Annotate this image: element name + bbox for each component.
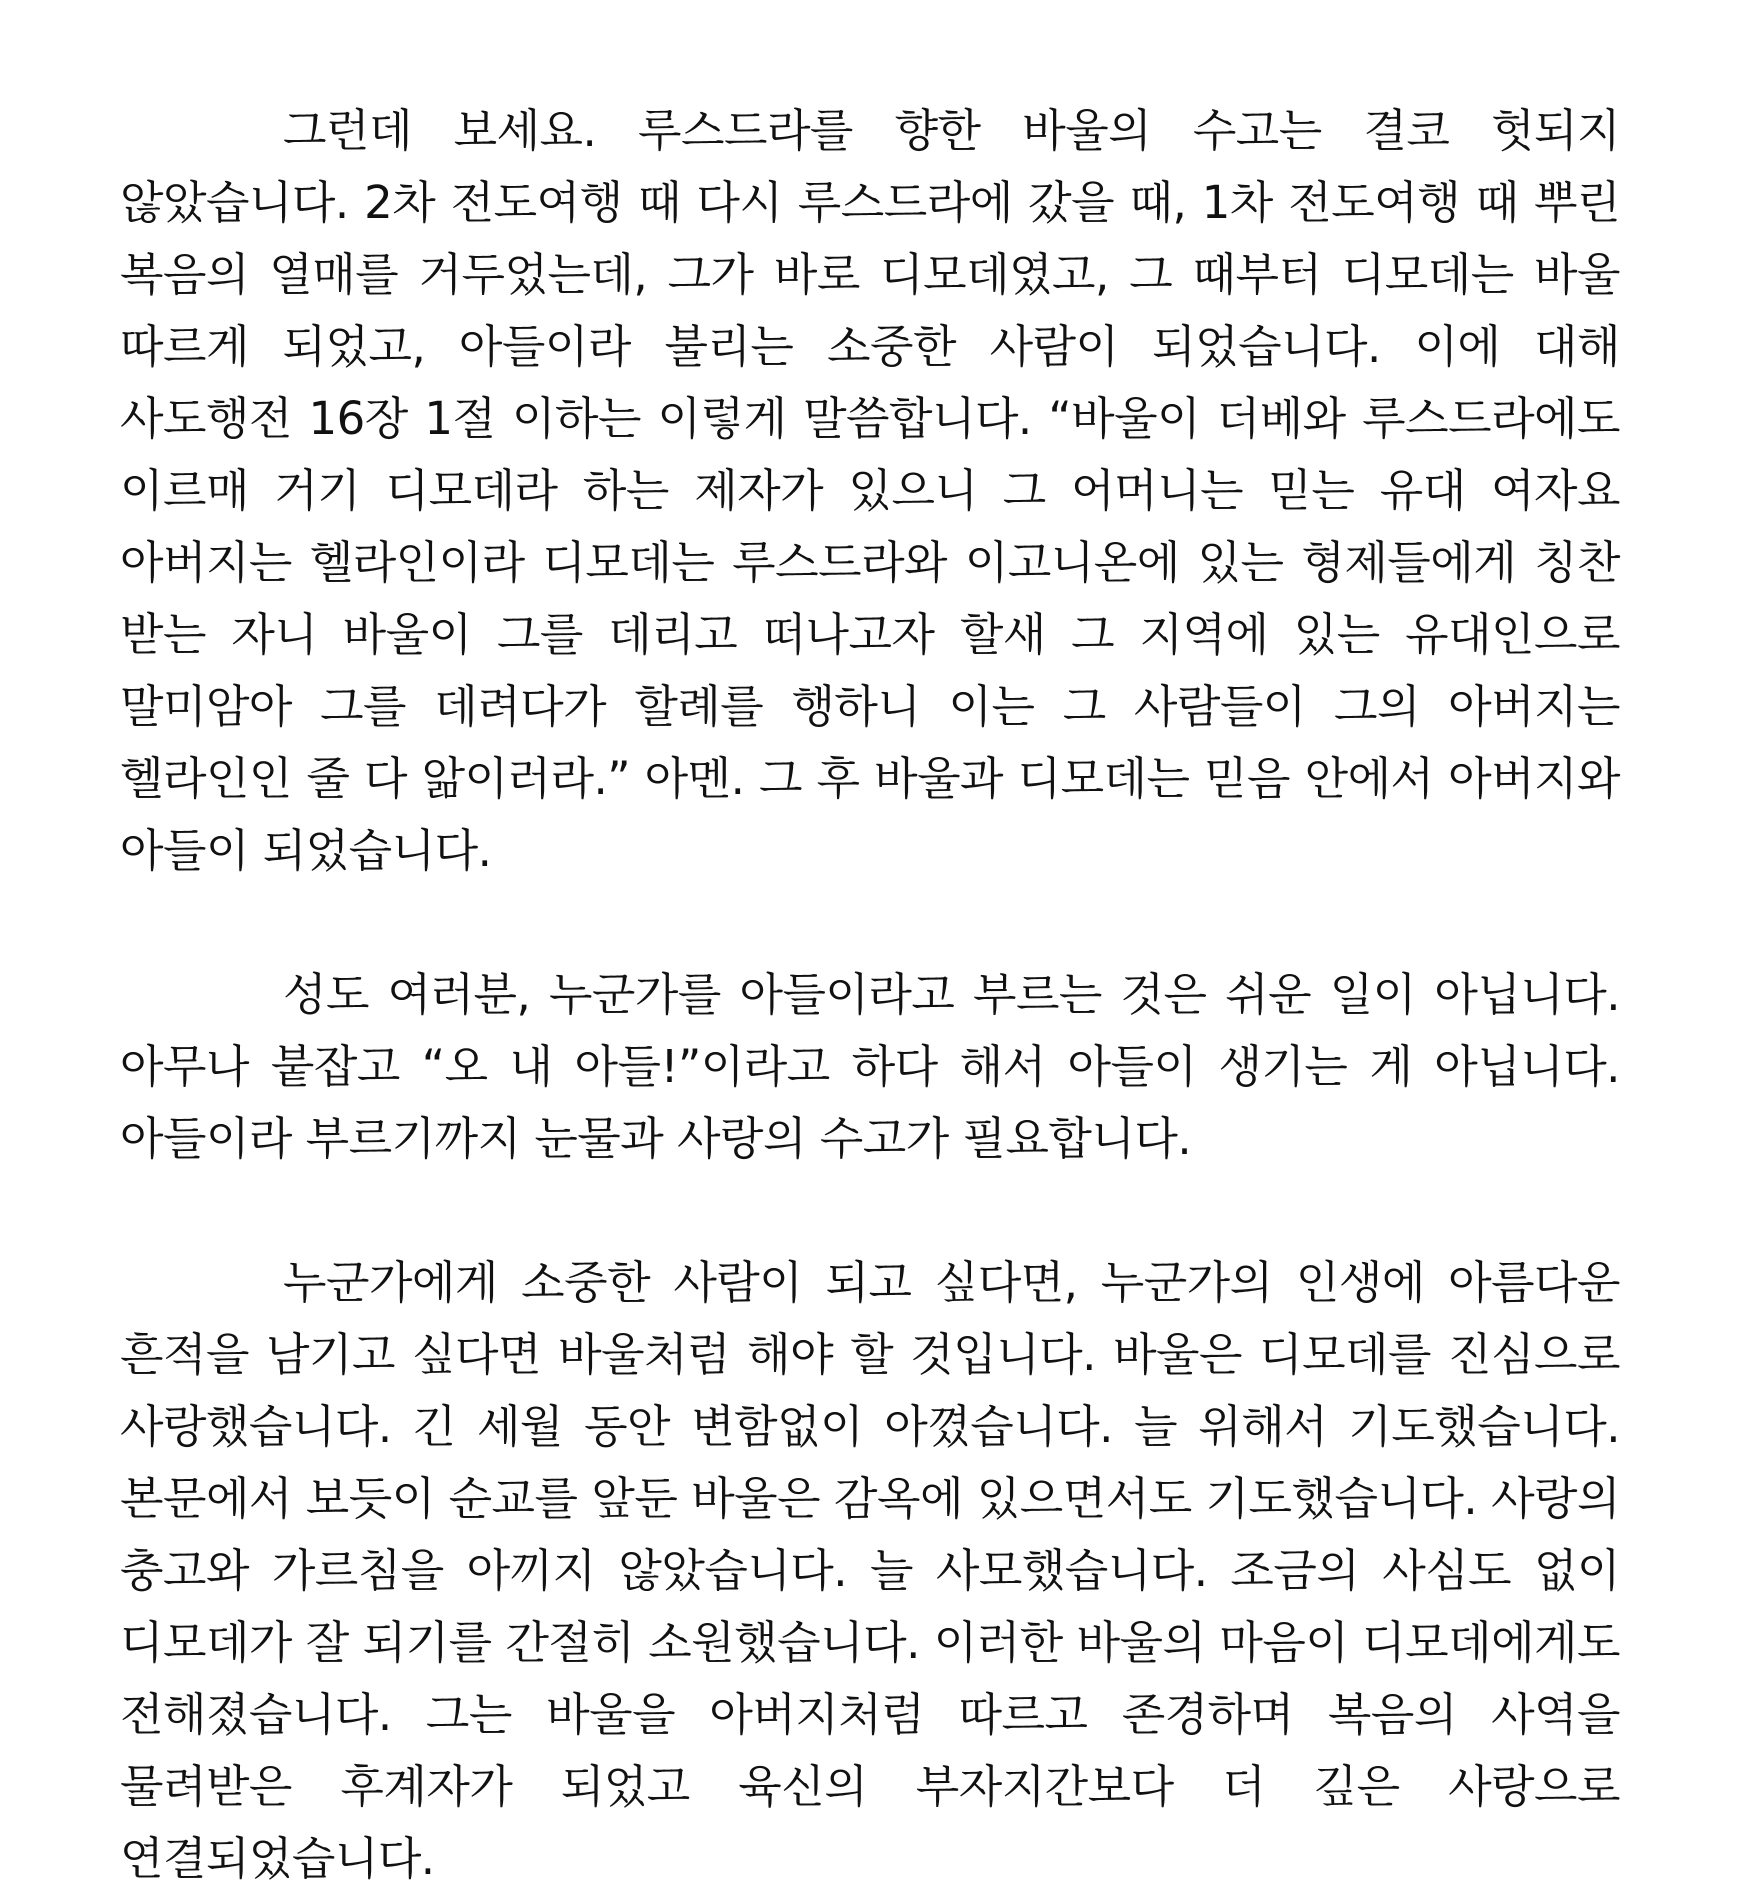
paragraph: 누군가에게 소중한 사람이 되고 싶다면, 누군가의 인생에 아름다운 흔적을 남기고 싶다면 바울처럼 해야 할 것입니다. 바울은 디모데를 진심으로 사랑했습니다. 긴 세월 동안 변함없이 아꼈습니다. 늘 위해서 기도했습니다. 본문에서 보듯이 순교를 앞둔 바울은 감옥에 있으면서도 기도했습니다. 사랑의 충고와 가르침을 아끼지 않았습니다. 늘 사모했습니다. 조금의 사심도 없이 디모데가 잘 되기를 간절히 소원했습니다. 이러한 바울의 마음이 디모데에게도 전해졌습니다. 그는 바울을 아버지처럼 따르고 존경하며 복음의 사역을 물려받은 후계자가 되었고 육신의 부자지간보다 더 깊은 사랑으로 연결되었습니다. <box>120 1256 1620 1885</box>
paragraph: 그런데 보세요. 루스드라를 향한 바울의 수고는 결코 헛되지 않았습니다. 2차 전도여행 때 다시 루스드라에 갔을 때, 1차 전도여행 때 뿌린 복음의 열매를 거두었는데, 그가 바로 디모데였고, 그 때부터 디모데는 바울 따르게 되었고, 아들이라 불리는 소중한 사람이 되었습니다. 이에 대해 사도행전 16장 1절 이하는 이렇게 말씀합니다. “바울이 더베와 루스드라에도 이르매 거기 디모데라 하는 제자가 있으니 그 어머니는 믿는 유대 여자요 아버지는 헬라인이라 디모데는 루스드라와 이고니온에 있는 형제들에게 칭찬 받는 자니 바울이 그를 데리고 떠나고자 할새 그 지역에 있는 유대인으로 말미암아 그를 데려다가 할례를 행하니 이는 그 사람들이 그의 아버지는 헬라인인 줄 다 앎이러라.” 아멘. 그 후 바울과 디모데는 믿음 안에서 아버지와 아들이 되었습니다. <box>120 104 1620 877</box>
paragraph: 성도 여러분, 누군가를 아들이라고 부르는 것은 쉬운 일이 아닙니다. 아무나 붙잡고 “오 내 아들!”이라고 하다 해서 아들이 생기는 게 아닙니다. 아들이라 부르기까지 눈물과 사랑의 수고가 필요합니다. <box>120 968 1620 1165</box>
document-body <box>120 95 1620 1895</box>
